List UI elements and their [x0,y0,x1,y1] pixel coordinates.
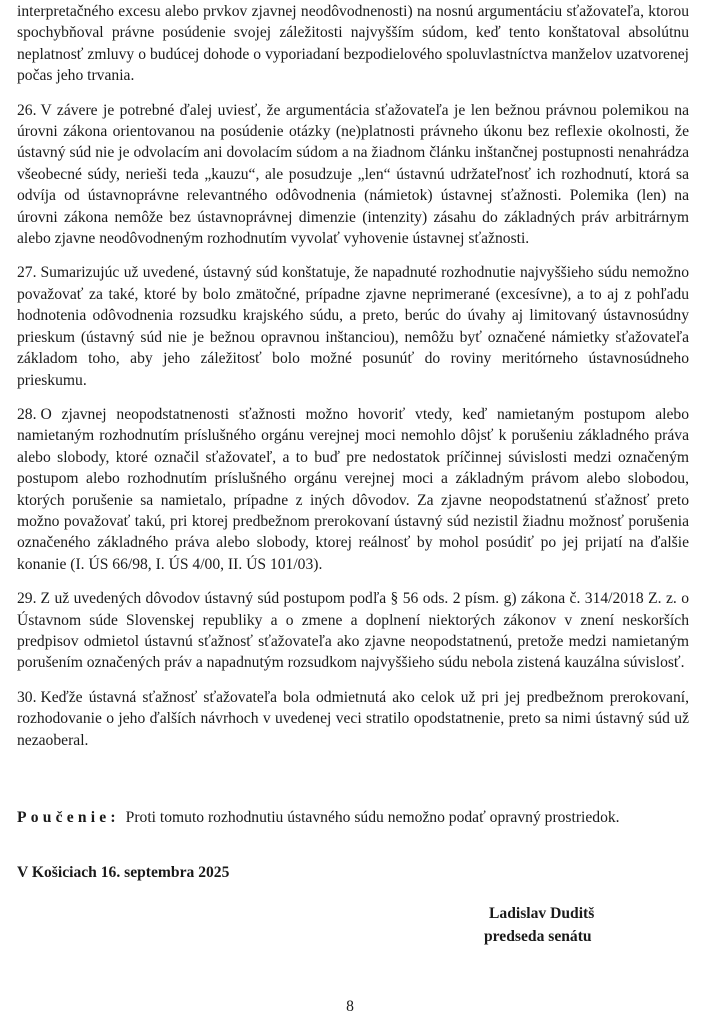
paragraph-26 [17,100,689,250]
document-body [17,1,689,764]
paragraph-text: Keďže ústavná sťažnosť sťažovateľa bola odmietnutá ako celok už pri jej predbežnom prerokovaní, rozhodovanie o jeho ďalších návrhoch v uvedenej veci stratilo opodstatnenie, preto sa nimi ústavný súd už nezaoberal. [17,688,689,749]
paragraph-25-continuation [17,1,689,87]
signatory-name: Ladislav Duditš [489,905,595,922]
paragraph-number: 29. [17,590,37,608]
paragraph-28 [17,404,689,575]
page-number: 8 [346,998,354,1015]
paragraph-text: Z už uvedených dôvodov ústavný súd postupom podľa § 56 ods. 2 písm. g) zákona č. 314/2018 Z. z. o Ústavnom súde Slovenskej republiky a o zmene a doplnení niektorých zákonov v znení neskorších predpisov odmietol ústavnú sťažnosť sťažovateľa ako zjavne neopodstatnenú, pretože medzi namietaným porušením označených práv a napadnutým rozsudkom najvyššieho súdu nebola zistená kauzálna súvislosť. [17,590,689,672]
paragraph-text: O zjavnej neopodstatnenosti sťažnosti možno hovoriť vtedy, keď namietaným postupom alebo namietaným rozhodnutím príslušného orgánu verejnej moci nemohlo dôjsť k porušeniu základného práva alebo slobody, ktoré označil sťažovateľ, a to buď pre nedostatok príčinnej súvislosti medzi označeným postupom alebo rozhodnutím príslušného orgánu verejnej moci a základným právom alebo slobodou, ktorých porušenie sa namietalo, prípadne z iných dôvodov. Za zjavne neopodstatnenú sťažnosť preto možno považovať takú, pri ktorej predbežnom prerokovaní ústavný súd nezistil žiadnu možnosť porušenia označeného základného práva alebo slobody, ktorej reálnosť by mohol posúdiť po jej prijatí na ďalšie konanie (I. ÚS 66/98, I. ÚS 4/00, II. ÚS 101/03). [17,405,689,573]
legal-instruction-text: Proti tomuto rozhodnutiu ústavného súdu nemožno podať opravný prostriedok. [125,809,620,826]
paragraph-text: V závere je potrebné ďalej uviesť, že argumentácia sťažovateľa je len bežnou právnou polemikou na úrovni zákona orientovanou na posúdenie otázky (ne)platnosti právneho úkonu bez reflexie okolnosti, že ústavný súd nie je odvolacím ani dovolacím súdom a na žiadnom článku inštančnej postupnosti nenahrádza všeobecné súdy, nerieši teda „kauzu“, ale posudzuje „len“ ústavnú udržateľnosť ich rozhodnutí, ktorá sa odvíja od ústavnoprávne relevantného odôvodnenia (námietok) ústavnej sťažnosti. Polemika (len) na úrovni zákona nemôže bez ústavnoprávnej dimenzie (intenzity) zásahu do základných práv arbitrárnym alebo zjavne neodôvodneným rozhodnutím vyvolať vyhovenie ústavnej sťažnosti. [17,101,689,248]
paragraph-number: 28. [17,405,37,423]
paragraph-30 [17,687,689,751]
legal-instruction-label: Poučenie: [17,809,120,826]
paragraph-29 [17,588,689,674]
paragraph-text: Sumarizujúc už uvedené, ústavný súd konštatuje, že napadnuté rozhodnutie najvyššieho súdu nemožno považovať za také, ktoré by bolo zmätočné, prípadne zjavne neprimerané (excesívne), a to aj z pohľadu hodnotenia odôvodnenia rozsudku krajského súdu, a preto, berúc do úvahy aj limitovaný ústavnosúdny prieskum (ústavný súd nie je bežnou opravnou inštanciou), nemôžu byť označené námietky sťažovateľa základom toho, aby jeho záležitosť bolo možné posunúť do roviny meritórneho ústavnosúdneho prieskumu. [17,264,689,389]
paragraph-number: 27. [17,264,37,282]
signature-block [484,902,594,948]
paragraph-number: 26. [17,101,37,119]
paragraph-27 [17,262,689,390]
place-and-date: V Košiciach 16. septembra 2025 [17,864,230,881]
legal-instruction [17,807,707,828]
paragraph-text: interpretačného excesu alebo prvkov zjavnej neodôvodnenosti) na nosnú argumentáciu sťažovateľa, ktorou spochybňoval právne posúdenie svojej záležitosti najvyšším súdom, keď tento konštatoval absolútnu neplatnosť zmluvy o budúcej dohode o vyporiadaní bezpodielového spoluvlastníctva manželov uzatvorenej počas jeho trvania. [17,3,689,85]
paragraph-number: 30. [17,688,37,706]
signatory-title: predseda senátu [484,928,592,945]
